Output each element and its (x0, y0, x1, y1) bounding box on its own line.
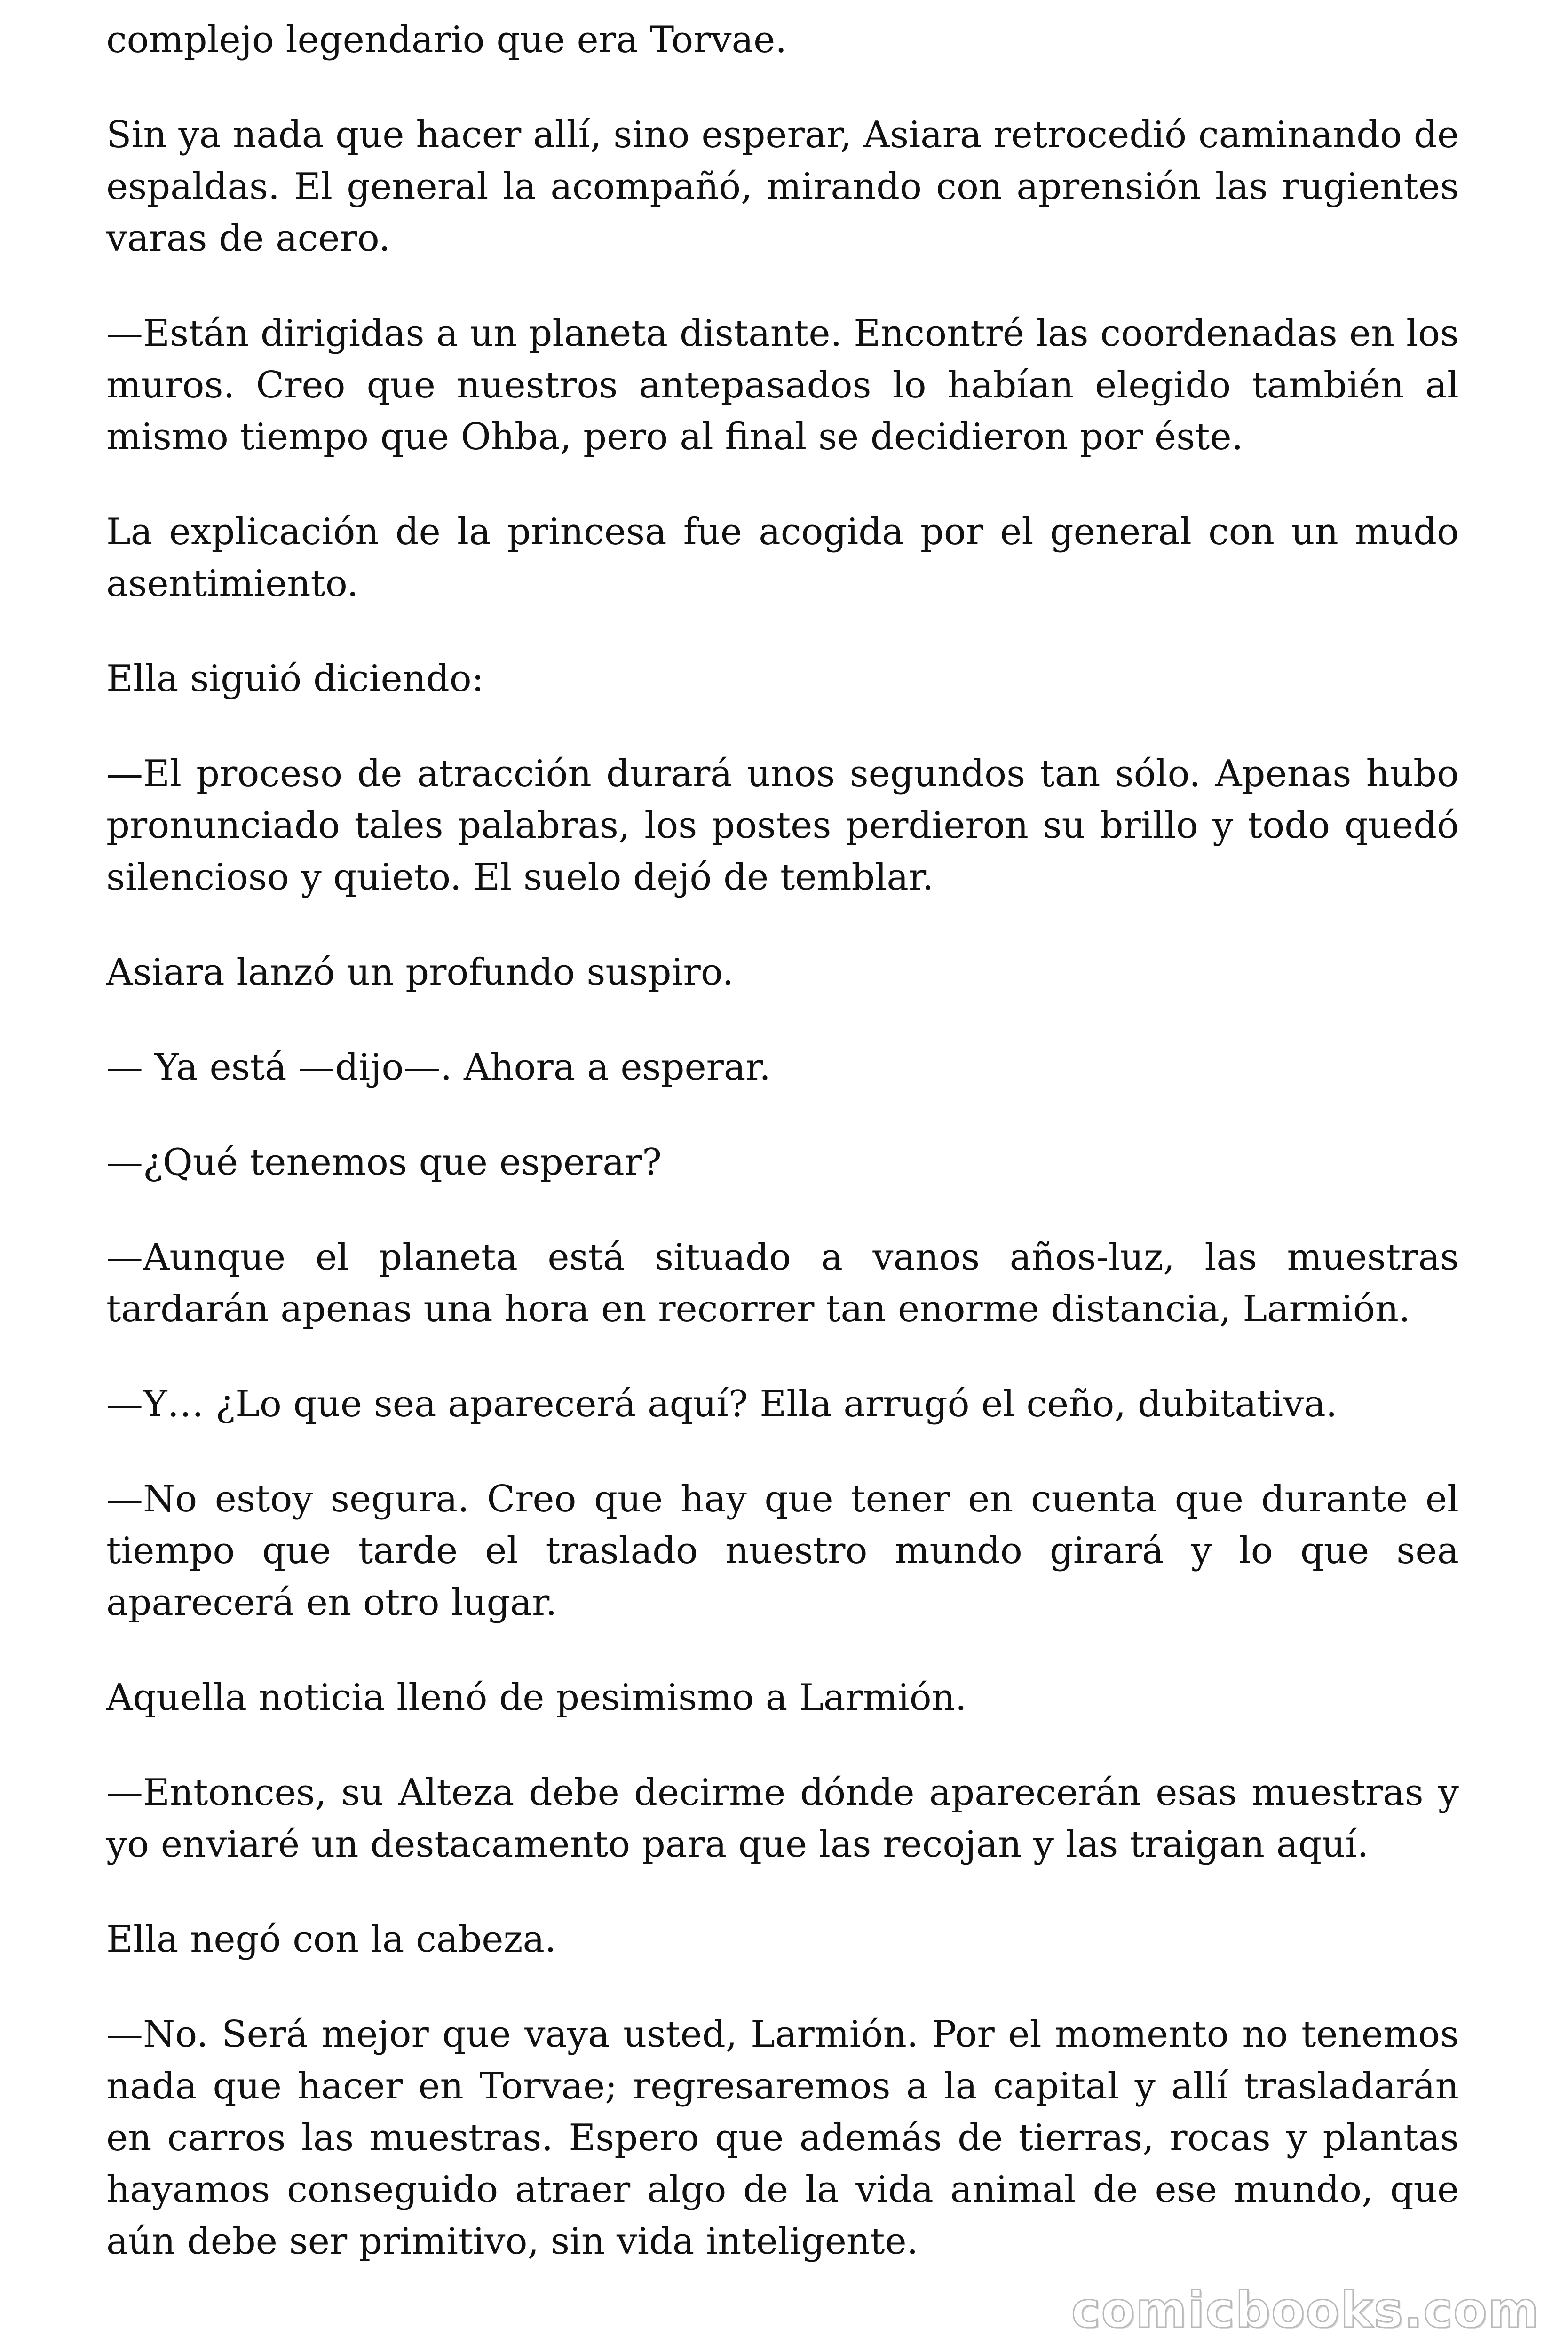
paragraph: —No. Será mejor que vaya usted, Larmión. Por el momento no tenemos nada que hacer en Torvae; regresaremos a la capital y allí trasladarán en carros las muestras. Espero que además de tierras, rocas y plantas hayamos conseguido atraer algo de la vida animal de ese mundo, que aún debe ser primitivo, sin vida inteligente. (106, 2013, 1459, 2263)
paragraph: —Están dirigidas a un planeta distante. Encontré las coordenadas en los muros. Creo que nuestros antepasados lo habían elegido también al mismo tiempo que Ohba, pero al final se decidieron por éste. (106, 312, 1459, 458)
paragraph: — Ya está —dijo—. Ahora a esperar. (106, 1046, 771, 1089)
watermark-logo: comicbooks.com (1071, 2281, 1540, 2339)
paragraph: Sin ya nada que hacer allí, sino esperar, Asiara retrocedió caminando de espaldas. El general la acompañó, mirando con aprensión las rugientes varas de acero. (106, 114, 1459, 260)
paragraph: —Aunque el planeta está situado a vanos años-luz, las muestras tardarán apenas una hora en recorrer tan enorme distancia, Larmión. (106, 1236, 1459, 1330)
paragraph: complejo legendario que era Torvae. (106, 19, 787, 61)
paragraph: —¿Qué tenemos que esperar? (106, 1141, 662, 1184)
paragraph: Aquella noticia llenó de pesimismo a Larmión. (106, 1677, 967, 1719)
paragraph: La explicación de la princesa fue acogida por el general con un mudo asentimiento. (106, 511, 1459, 605)
paragraph: —No estoy segura. Creo que hay que tener en cuenta que durante el tiempo que tarde el traslado nuestro mundo girará y lo que sea aparecerá en otro lugar. (106, 1478, 1459, 1624)
paragraph: Ella siguió diciendo: (106, 658, 484, 700)
paragraph: Asiara lanzó un profundo suspiro. (106, 951, 734, 993)
paragraph: —Y… ¿Lo que sea aparecerá aquí? Ella arrugó el ceño, dubitativa. (106, 1383, 1338, 1425)
paragraph: —Entonces, su Alteza debe decirme dónde aparecerán esas muestras y yo enviaré un destacamento para que las recojan y las traigan aquí. (106, 1772, 1459, 1866)
paragraph: Ella negó con la cabeza. (106, 1918, 556, 1961)
paragraph: —El proceso de atracción durará unos segundos tan sólo. Apenas hubo pronunciado tales palabras, los postes perdieron su brillo y todo quedó silencioso y quieto. El suelo dejó de temblar. (106, 753, 1459, 898)
body-text (106, 14, 1459, 2311)
